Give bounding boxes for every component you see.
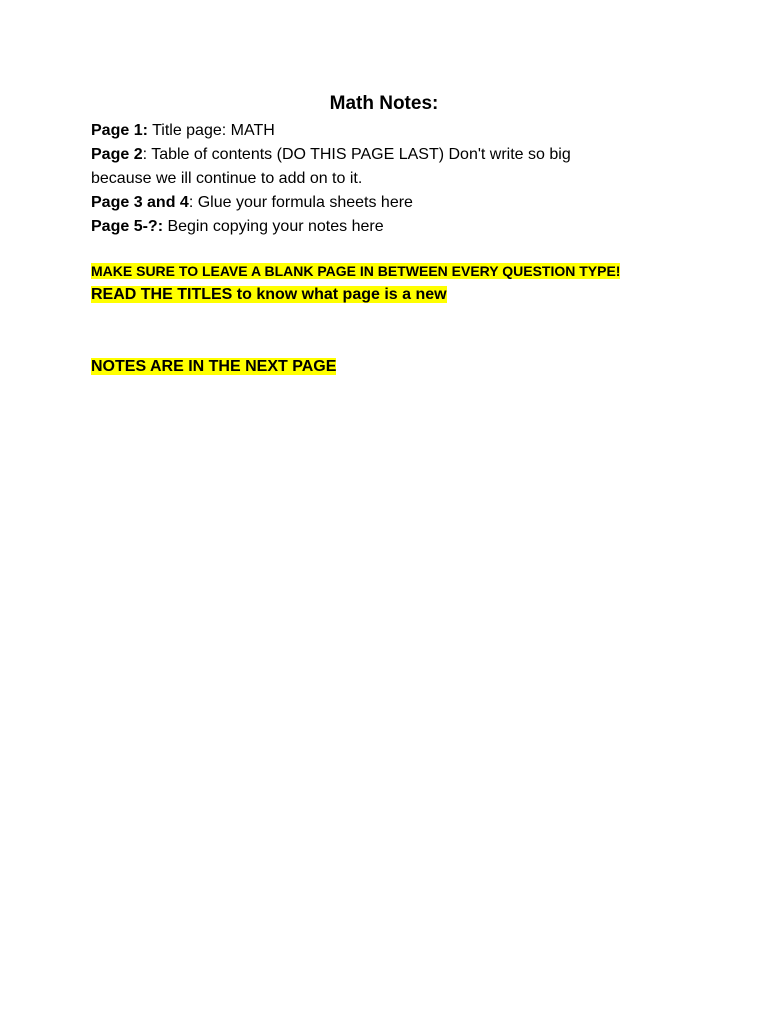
item-text: because we ill continue to add on to it. [91,170,363,187]
item-label: Page 2 [91,146,143,163]
list-item-page-2-continued [91,167,691,191]
item-text: Title page: MATH [147,122,275,139]
list-item-page-2 [91,143,691,167]
warning-highlight: MAKE SURE TO LEAVE A BLANK PAGE IN BETWEEN EVERY QUESTION TYPE! [91,263,621,279]
item-text: : Glue your formula sheets here [188,194,413,211]
list-item-page-1 [91,119,691,143]
read-titles-line [91,284,447,305]
item-label: Page 5-?: [91,218,164,235]
notes-next-line [91,356,336,377]
list-item-page-5 [91,215,691,239]
item-label: Page 3 and 4 [91,194,189,211]
page-title: Math Notes: [329,93,439,114]
warning-line [91,263,620,280]
notes-next-highlight: NOTES ARE IN THE NEXT PAGE [91,358,337,375]
list-item-page-3-4 [91,191,691,215]
item-text: Begin copying your notes here [163,218,384,235]
read-titles-highlight: READ THE TITLES to know what page is a new [91,286,447,303]
item-label: Page 1: [91,122,148,139]
page-list [91,119,691,239]
item-text: : Table of contents (DO THIS PAGE LAST) Don't write so big [142,146,571,163]
